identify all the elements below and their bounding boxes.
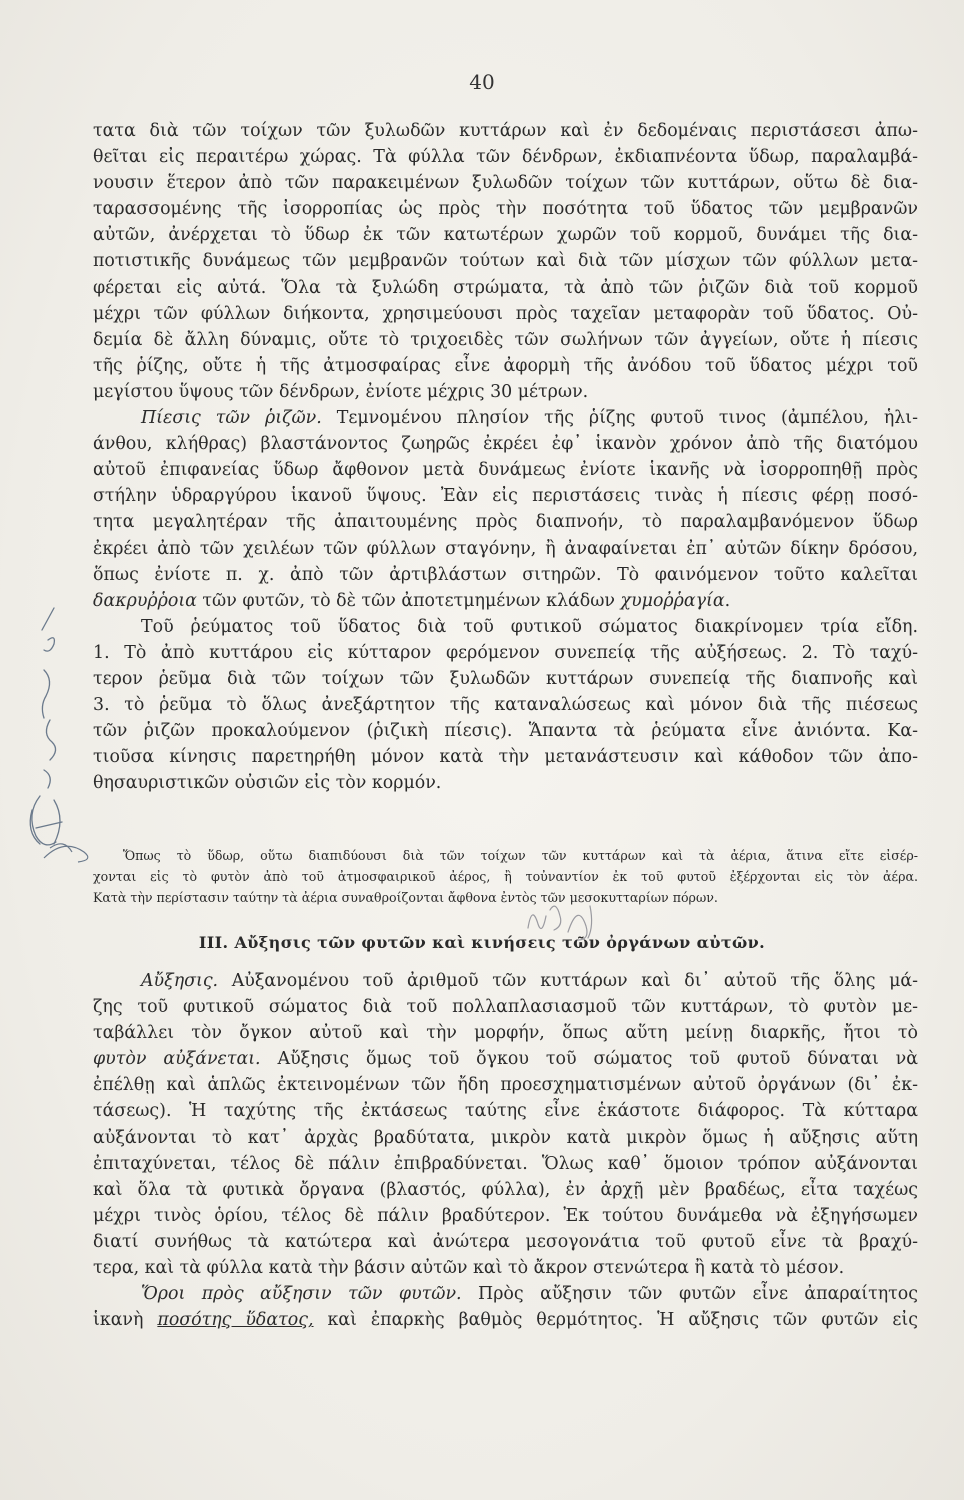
footnote-line: Κατὰ τὴν περίστασιν ταύτην τὰ ἀέρια συναθροίζονται ἄφθονα ἐντὸς τῶν μεσοκυτταρίων πόρων. xyxy=(93,890,718,905)
text-line: τερα, καὶ τὰ φύλλα κατὰ τὴν βάσιν αὐτῶν καὶ τὸ ἄκρον στενώτερα ἢ κατὰ τὸ μέσον. xyxy=(93,1258,845,1279)
handwritten-margin-note-icon xyxy=(14,600,84,860)
term-bleeding: χυμοῤῥαγία xyxy=(620,590,725,611)
text-line: αὐτοῦ ἐπιφανείας ὕδωρ ἄφθονον μετὰ δυνάμεως ἐνίοτε ἱκανῆς νὰ ἰσορροπηθῇ πρὸς xyxy=(93,460,918,481)
text-line: θεῖται εἰς περαιτέρω χώρας. Τὰ φύλλα τῶν δένδρων, ἐκδιαπνέοντα ὕδωρ, παραλαμβά- xyxy=(93,147,918,168)
text-line: φέρεται εἰς αὐτά. Ὅλα τὰ ξυλώδη στρώματα, τὰ ἀπὸ τῶν ῥιζῶν διὰ τοῦ κορμοῦ xyxy=(93,277,918,298)
subheading-growth-conditions: Ὅροι πρὸς αὔξησιν τῶν φυτῶν. xyxy=(141,1284,462,1305)
paragraph-water-transport xyxy=(93,118,918,405)
text-line: αὐτῶν, ἀνέρχεται τὸ ὕδωρ ἐκ τῶν κατωτέρων χωρῶν τοῦ κορμοῦ, δυνάμει τῆς δια- xyxy=(93,225,918,246)
paragraph-currents xyxy=(93,614,918,797)
term-plant-grows: φυτὸν αὐξάνεται. xyxy=(93,1049,261,1070)
page-number: 40 xyxy=(469,70,495,94)
text-line: ἐκρέει ἀπὸ τῶν χειλέων τῶν φύλλων σταγόνην, ἢ ἀναφαίνεται ἐπ᾽ αὐτῶν δίκην δρόσου, xyxy=(93,538,918,559)
text-line: αὐξάνονται τὸ κατ᾽ ἀρχὰς βραδύτατα, μικρὸν κατὰ μικρὸν ὅμως ἡ αὔξησις αὕτη xyxy=(93,1127,918,1148)
text-line: φυτὸν αὐξάνεται. Αὔξησις ὅμως τοῦ ὄγκου τοῦ σώματος τοῦ φυτοῦ δύναται νὰ xyxy=(93,1049,918,1070)
text-line: ἐπιταχύνεται, τέλος δὲ πάλιν ἐπιβραδύνεται. Ὅλως καθ᾽ ὅμοιον τρόπον αὐξάνονται xyxy=(93,1153,918,1174)
text-line: μέχρι τινὸς ὁρίου, τέλος δὲ πάλιν βραδύτερον. Ἐκ τούτου δυνάμεθα νὰ ἐξηγήσωμεν xyxy=(93,1205,918,1226)
text-line: διατί συνήθως τὰ κατώτερα καὶ ἀνώτερα μεσογονάτια τοῦ φυτοῦ εἶνε τὰ βραχύ- xyxy=(93,1231,918,1252)
text-line: μεγίστου ὕψους τῶν δένδρων, ἐνίοτε μέχρις 30 μέτρων. xyxy=(93,381,589,402)
text-line: Τοῦ ῥεύματος τοῦ ὕδατος διὰ τοῦ φυτικοῦ σώματος διακρίνομεν τρία εἴδη. xyxy=(141,616,918,637)
footnote-line: χονται εἰς τὸ φυτὸν ἀπὸ τοῦ ἀτμοσφαιρικοῦ ἀέρος, ἢ τοὐναντίον ἐκ τοῦ φυτοῦ ἐξέρχονται εἰς τὸν ἀέρα. xyxy=(93,869,918,884)
text-line: τερον ῥεῦμα διὰ τῶν τοίχων τῶν ξυλωδῶν κυττάρων συνεπείᾳ τῆς διαπνοῆς καὶ xyxy=(93,668,918,689)
text-line: άνθου, κλήθρας) βλαστάνοντος ζωηρῶς ἐκρέει ἐφ᾽ ἱκανὸν χρόνον ἀπὸ τῆς διατόμου xyxy=(93,434,918,455)
text-line: τητα μεγαλητέραν τῆς ἀπαιτουμένης πρὸς διαπνοήν, τὸ παραλαμβανόμενον ὕδωρ xyxy=(93,512,918,533)
text-line: τατα διὰ τῶν τοίχων τῶν ξυλωδῶν κυττάρων καὶ ἐν δεδομέναις περιστάσεσι ἀπω- xyxy=(93,121,918,141)
text-line: ἐπέλθῃ καὶ ἁπλῶς ἐκτεινομένων τῶν ἤδη προεσχηματισμένων αὐτοῦ ὀργάνων (δι᾽ ἐκ- xyxy=(93,1075,918,1096)
footnote xyxy=(93,845,918,908)
text-line: δεμία δὲ ἄλλη δύναμις, οὔτε τὸ τριχοειδὲς τῶν σωλήνων τῶν ἀγγείων, οὔτε ἡ πίεσις xyxy=(93,329,918,350)
term-guttation: δακρυῤῥοια xyxy=(93,590,197,611)
term-water-quantity: ποσότης ὕδατος, xyxy=(157,1310,314,1331)
section-heading: III. Αὔξησις τῶν φυτῶν καὶ κινήσεις τῶν ὀργάνων αὐτῶν. xyxy=(198,933,766,952)
text-line: τῆς ῥίζης, οὔτε ἡ τῆς ἀτμοσφαίρας εἶνε ἀφορμὴ τῆς ἀνόδου τοῦ ὕδατος μέχρι τοῦ xyxy=(93,355,918,376)
paragraph-root-pressure xyxy=(93,405,918,614)
text-line: Ὅροι πρὸς αὔξησιν τῶν φυτῶν. Πρὸς αὔξησιν τῶν φυτῶν εἶνε ἀπαραίτητος xyxy=(141,1284,918,1305)
text-line: τῶν ῥιζῶν προκαλούμενον (ῥιζικὴ πίεσις). Ἅπαντα τὰ ῥεύματα εἶνε ἀνιόντα. Κα- xyxy=(93,721,918,742)
text-line: ταρασσομένης τῆς ἰσορροπίας ὡς πρὸς τὴν ποσότητα τοῦ ὕδατος τῶν μεμβρανῶν xyxy=(93,199,918,220)
subheading-root-pressure: Πίεσις τῶν ῥιζῶν. xyxy=(141,408,322,429)
text-line: θησαυριστικῶν οὐσιῶν εἰς τὸν κορμόν. xyxy=(93,773,442,794)
section-growth-text xyxy=(93,968,918,1333)
text-line: στήλην ὑδραργύρου ἱκανοῦ ὕψους. Ἐὰν εἰς περιστάσεις τινὰς ἡ πίεσις φέρῃ ποσό- xyxy=(93,486,918,507)
text-line: ταβάλλει τὸν ὄγκον αὐτοῦ καὶ τὴν μορφήν, ὅπως αὕτη μείνῃ διαρκῆς, ἤτοι τὸ xyxy=(93,1023,918,1044)
text-line: Αὔξησις. Αὐξανομένου τοῦ ἀριθμοῦ τῶν κυττάρων καὶ δι᾽ αὐτοῦ τῆς ὅλης μά- xyxy=(141,971,918,991)
text-line: Πίεσις τῶν ῥιζῶν. Τεμνομένου πλησίον τῆς ῥίζης φυτοῦ τινος (ἀμπέλου, ἡλι- xyxy=(141,408,918,429)
ink-mark-icon xyxy=(40,828,100,868)
text-line: ἱκανὴ ποσότης ὕδατος, καὶ ἐπαρκὴς βαθμὸς θερμότητος. Ἡ αὔξησις τῶν φυτῶν εἰς xyxy=(93,1310,918,1331)
text-line: τάσεως). Ἡ ταχύτης τῆς ἐκτάσεως ταύτης εἶνε ἑκάστοτε διάφορος. Τὰ κύτταρα xyxy=(93,1101,918,1122)
text-line: μέχρι τῶν φύλλων διήκοντα, χρησιμεύουσι πρὸς ταχεῖαν μεταφορὰν τοῦ ὕδατος. Οὐ- xyxy=(93,303,918,324)
text-line: τιοῦσα κίνησις παρετηρήθη μόνον κατὰ τὴν μετανάστευσιν καὶ κάθοδον τῶν ἀπο- xyxy=(93,747,918,768)
text-line: ὅπως ἐνίοτε π. χ. ἀπὸ τῶν ἀρτιβλάστων σιτηρῶν. Τὸ φαινόμενον τοῦτο καλεῖται xyxy=(93,564,918,585)
footnote-line: Ὅπως τὸ ὕδωρ, οὕτω διαπιδύουσι διὰ τῶν τοίχων τῶν κυττάρων καὶ τὰ ἀέρια, ἅτινα εἴτε εἰσέρ- xyxy=(123,848,918,863)
text-line: νουσιν ἕτερον ἀπὸ τῶν παρακειμένων ξυλωδῶν τοίχων τῶν κυττάρων, οὕτω δὲ δια- xyxy=(93,173,918,194)
text-line: δακρυῤῥοια τῶν φυτῶν, τὸ δὲ τῶν ἀποτετμημένων κλάδων χυμοῤῥαγία. xyxy=(93,590,731,611)
text-line: ποτιστικῆς δυνάμεως τῶν μεμβρανῶν τούτων καὶ διὰ τῶν μίσχων τῶν φύλλων μετα- xyxy=(93,251,918,272)
main-text xyxy=(93,118,918,796)
text-line: 3. τὸ ῥεῦμα τὸ ὅλως ἀνεξάρτητον τῆς καταναλώσεως καὶ μόνον διὰ τῆς πιέσεως xyxy=(93,695,918,716)
text-line: ζης τοῦ φυτικοῦ σώματος διὰ τοῦ πολλαπλασιασμοῦ τῶν κυττάρων, τὸ φυτὸν με- xyxy=(93,997,918,1018)
text-line: καὶ ὅλα τὰ φυτικὰ ὄργανα (βλαστός, φύλλα), ἐν ἀρχῇ μὲν βραδέως, εἶτα ταχέως xyxy=(93,1179,918,1200)
subheading-growth: Αὔξησις. xyxy=(141,971,219,991)
text-line: 1. Τὸ ἀπὸ κυττάρου εἰς κύτταρον φερόμενον συνεπείᾳ τῆς αὐξήσεως. 2. Τὸ ταχύ- xyxy=(93,642,918,663)
